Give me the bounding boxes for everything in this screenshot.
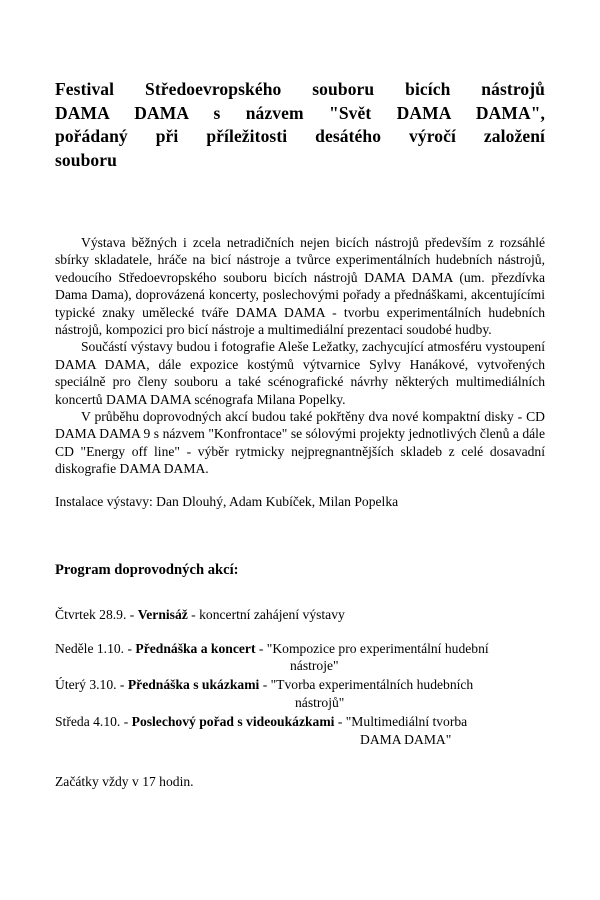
program-entry-prednaska-ukazkami xyxy=(55,676,545,711)
program-entry-line xyxy=(55,606,545,623)
program-entry-line xyxy=(55,640,545,657)
program-entry-line xyxy=(55,713,545,730)
document-content xyxy=(55,0,545,790)
paragraph-photographs-costumes: Součástí výstavy budou i fotografie Aleše Ležatky, zachycující atmosféru vystoupení DAMA DAMA, dále expozice kostýmů výtvarnice Sylvy Hanákové, vytvořených speciálně pro členy souboru a také scénografické návrhy některých multimediálních koncertů DAMA DAMA scénografa Milana Popelky. xyxy=(55,339,545,407)
program-list xyxy=(55,606,545,748)
paragraph-exhibition-description: Výstava běžných i zcela netradičních nejen bicích nástrojů především z rozsáhlé sbírky skladatele, hráče na bicí nástroje a tvůrce experimentálních hudebních nástrojů, vedoucího Středoevropského souboru bicích nástrojů DAMA DAMA (um. přezdívka Dama Dama), doprovázená koncerty, poslechovými pořady a přednáškami, akcentujícími typické znaky umělecké tváře DAMA DAMA - tvorbu experimentálních hudebních nástrojů, kompozici pro bicí nástroje a multimediální prezentaci soudobé hudby. xyxy=(55,235,545,338)
program-entry-description: - "Tvorba experimentálních hudebních xyxy=(259,677,474,693)
program-entry-title: Poslechový pořad s videoukázkami xyxy=(131,714,335,730)
title-line-3: pořádaný při příležitosti desátého výročí založení xyxy=(55,126,545,146)
program-entry-date: Neděle 1.10. - xyxy=(55,640,136,656)
program-entry-vernisaz xyxy=(55,606,545,623)
installation-credits: Instalace výstavy: Dan Dlouhý, Adam Kubíček, Milan Popelka xyxy=(55,493,399,509)
program-entry-prednaska-koncert xyxy=(55,640,545,675)
program-entry-date: Čtvrtek 28.9. - xyxy=(55,607,138,623)
program-entry-line xyxy=(55,676,545,693)
program-entry-continuation: DAMA DAMA" xyxy=(360,731,452,747)
program-entry-date: Středa 4.10. - xyxy=(55,714,132,730)
closing-note: Začátky vždy v 17 hodin. xyxy=(55,773,194,789)
program-entry-description: - "Kompozice pro experimentální hudební xyxy=(255,640,489,656)
program-heading: Program doprovodných akcí: xyxy=(55,562,239,579)
program-entry-description: - "Multimediální tvorba xyxy=(334,714,468,730)
program-entry-date: Úterý 3.10. - xyxy=(55,677,128,693)
page-title xyxy=(55,0,545,172)
program-entry-title: Vernisáž xyxy=(137,607,188,623)
program-entry-continuation: nástroje" xyxy=(290,657,339,673)
program-entry-poslechovy-porad xyxy=(55,713,545,748)
program-entry-continuation: nástrojů" xyxy=(295,694,345,710)
title-line-4: souboru xyxy=(55,149,117,170)
program-entry-description: - koncertní zahájení výstavy xyxy=(187,607,345,623)
title-line-1: Festival Středoevropského souboru bicích nástrojů xyxy=(55,79,545,99)
title-line-2: DAMA DAMA s názvem "Svět DAMA DAMA", xyxy=(55,102,545,123)
program-entry-title: Přednáška a koncert xyxy=(135,640,256,656)
paragraph-cd-releases: V průběhu doprovodných akcí budou také pokřtěny dva nové kompaktní disky - CD DAMA DAMA 9 s názvem "Konfrontace" se sólovými projekty jednotlivých členů a dále CD "Energy off line" - výběr rytmicky nejpregnantnějších skladeb z celé dosavadní diskografie DAMA DAMA. xyxy=(55,409,545,477)
body-paragraphs xyxy=(55,234,545,510)
program-entry-title: Přednáška s ukázkami xyxy=(127,677,260,693)
